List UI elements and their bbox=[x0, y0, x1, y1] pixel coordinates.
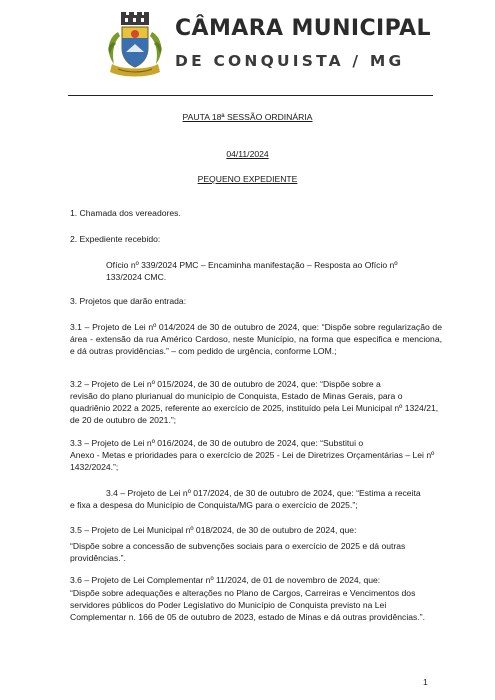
item-1: 1. Chamada dos vereadores. bbox=[70, 208, 181, 218]
project-3-5-line-1: 3.5 – Projeto de Lei Municipal nº 018/2024, de 30 de outubro de 2024, que: bbox=[70, 525, 357, 535]
project-3-1: 3.1 – Projeto de Lei nº 014/2024 de 30 de outubro de 2024, que: “Dispõe sobre regularização de área - extensão da rua Américo Cardoso, neste Município, na forma que especifica e menciona, e dá outras providências.” – com pedido de urgência, conforme LOM.; bbox=[70, 322, 442, 356]
oficio-line-2: 133/2024 CMC. bbox=[106, 272, 167, 282]
letterhead bbox=[0, 0, 495, 96]
project-3-4-line-1: 3.4 – Projeto de Lei nº 017/2024, de 30 de outubro de 2024, que: “Estima a receita bbox=[106, 488, 421, 498]
project-3-3-body: Anexo - Metas e prioridades para o exercício de 2025 - Lei de Diretrizes Orçamentárias – Lei nº 1432/2024.”; bbox=[70, 450, 435, 472]
session-agenda-title: PAUTA 18ª SESSÃO ORDINÁRIA bbox=[182, 112, 313, 122]
letterhead-title: CÂMARA MUNICIPAL bbox=[175, 16, 431, 41]
page-number: 1 bbox=[423, 677, 428, 687]
item-3: 3. Projetos que darão entrada: bbox=[70, 296, 187, 306]
letterhead-subtitle: DE CONQUISTA / MG bbox=[175, 52, 405, 70]
oficio-line-1: Ofício nº 339/2024 PMC – Encaminha manifestação – Resposta ao Ofício nº bbox=[106, 260, 398, 270]
project-3-6-body: “Dispõe sobre adequações e alterações no Plano de Cargos, Carreiras e Vencimentos dos servidores públicos do Poder Legislativo do Município de Conquista previsto na Lei Complementar n. 166 de 05 de outubro de 2023, estado de Minas e dá outras providências.”. bbox=[70, 588, 425, 622]
project-3-4-line-2: e fixa a despesa do Município de Conquista/MG para o exercício de 2025.”; bbox=[70, 500, 358, 510]
project-3-5-body: “Dispõe sobre a concessão de subvenções sociais para o exercício de 2025 e dá outras providências.”. bbox=[70, 541, 406, 563]
item-2: 2. Expediente recebido: bbox=[70, 234, 161, 244]
project-3-2-line-1: 3.2 – Projeto de Lei nº 015/2024, de 30 de outubro de 2024, que: “Dispõe sobre a bbox=[70, 379, 381, 389]
section-heading: PEQUENO EXPEDIENTE bbox=[197, 174, 298, 184]
project-3-6-line-1: 3.6 – Projeto de Lei Complementar nº 11/2024, de 01 de novembro de 2024, que: bbox=[70, 575, 381, 585]
municipal-coat-of-arms-icon bbox=[104, 12, 166, 78]
session-date: 04/11/2024 bbox=[226, 149, 269, 159]
header-divider bbox=[68, 95, 433, 96]
project-3-2-body: revisão do plano plurianual do município de Conquista, Estado de Minas Gerais, para o quadriênio 2022 a 2025, referente ao exercício de 2025, instituído pela Lei Municipal nº 1324/21, de 20 de outubro de 2021.”; bbox=[70, 391, 439, 425]
project-3-3-line-1: 3.3 – Projeto de Lei nº 016/2024, de 30 de outubro de 2024, que: “Substitui o bbox=[70, 438, 364, 448]
